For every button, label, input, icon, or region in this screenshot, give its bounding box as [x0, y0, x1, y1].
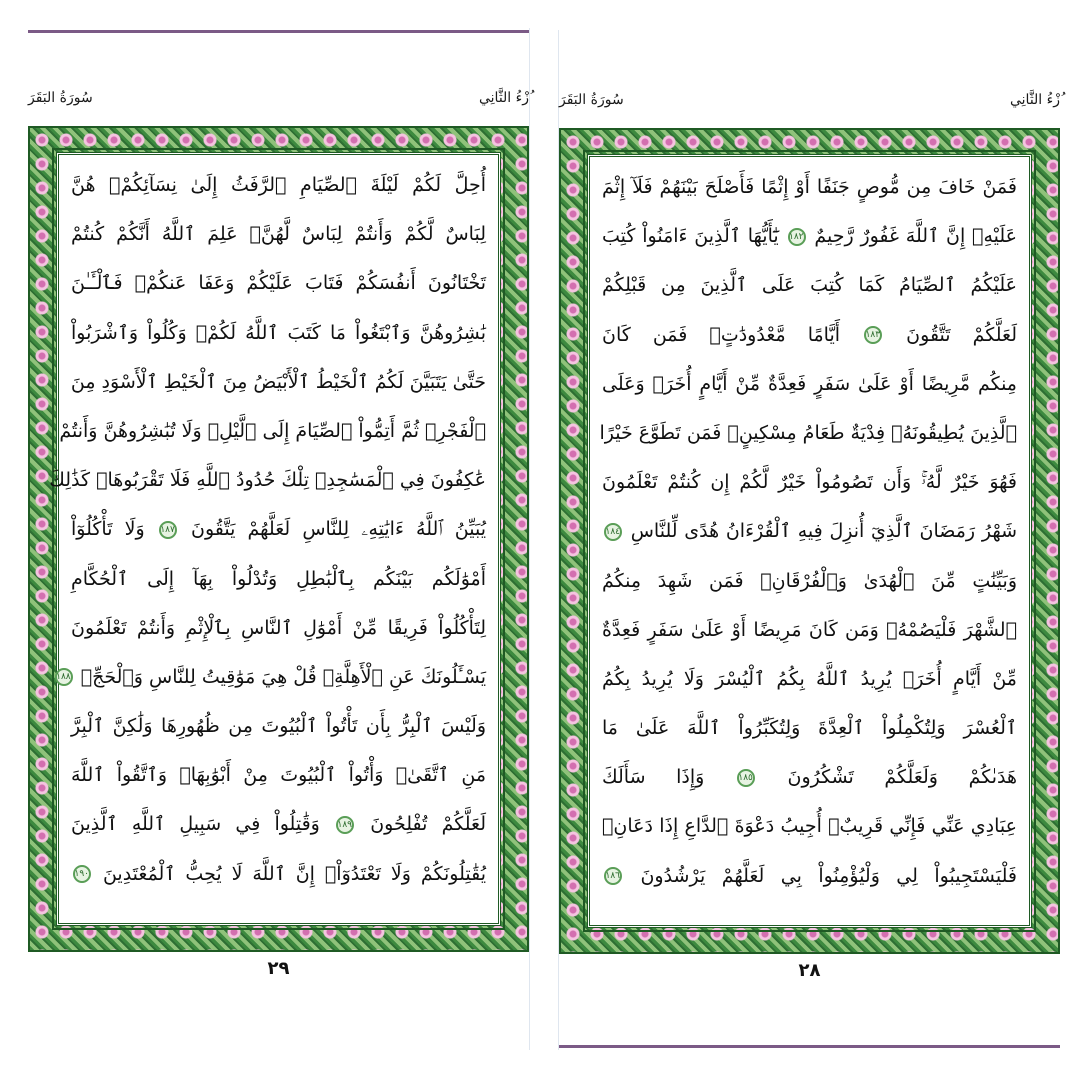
verse-lines — [49, 161, 487, 917]
verse-text: عَلَيْهِۚ إِنَّ ٱللَّهَ غَفُورٌ رَّحِيمٌ — [814, 225, 1018, 248]
ayah-number-marker: ١٨٦ — [604, 867, 622, 885]
verse-line — [71, 210, 486, 259]
verse-text-continuation: وَلَا تَأْكُلُوٓاْ — [71, 518, 145, 541]
verse-text: فَهُوَ خَيْرٌ لَّهُۥۚ وَأَن تَصُومُواْ خَيْرٌ لَّكُمْ إِن كُنتُمْ تَعْلَمُونَ — [602, 471, 1017, 494]
verse-line — [599, 409, 1017, 458]
verse-text: ٱلشَّهْرَ فَلْيَصُمْهُۖ وَمَن كَانَ مَرِيضًا أَوْ عَلَىٰ سَفَرٍ فَعِدَّةٌ — [602, 618, 1017, 641]
verse-text: شَهْرُ رَمَضَانَ ٱلَّذِيٓ أُنزِلَ فِيهِ ٱلْقُرْءَانُ هُدًى لِّلنَّاسِ — [630, 520, 1017, 543]
ayah-number-marker: ١٨٨ — [55, 668, 73, 686]
verse-text: أُحِلَّ لَكُمْ لَيْلَةَ ٱلصِّيَامِ ٱلرَّفَثُ إِلَىٰ نِسَآئِكُمْۚ هُنَّ — [71, 174, 486, 196]
verse-text: مِنكُم مَّرِيضًا أَوْ عَلَىٰ سَفَرٍ فَعِدَّةٌ مِّنْ أَيَّامٍ أُخَرَۚ وَعَلَى — [602, 372, 1017, 395]
verse-text: لَعَلَّكُمْ تَتَّقُونَ — [906, 323, 1018, 346]
verse-line — [602, 311, 1017, 360]
ayah-number-marker: ١٨٧ — [159, 521, 177, 539]
verse-line — [602, 753, 1017, 802]
verse-line — [71, 850, 486, 899]
verse-line — [71, 751, 486, 800]
bottom-divider — [559, 1045, 1060, 1048]
verse-text: يُبَيِّنُ ٱللَّهُ ءَايَٰتِهِۦ لِلنَّاسِ لَعَلَّهُمْ يَتَّقُونَ — [190, 518, 487, 541]
page-number: ٢٩ — [267, 958, 290, 979]
verse-line — [602, 606, 1017, 655]
verse-text: يُقَٰتِلُونَكُمْ وَلَا تَعْتَدُوٓاْۚ إِنَّ ٱللَّهَ لَا يُحِبُّ ٱلْمُعْتَدِينَ — [102, 862, 486, 885]
verse-text-continuation: يَٰٓأَيُّهَا ٱلَّذِينَ ءَامَنُواْ كُتِبَ — [602, 225, 779, 248]
verse-line — [49, 456, 486, 505]
verse-line — [602, 655, 1017, 704]
ayah-number-marker: ١٩٠ — [73, 865, 91, 883]
verse-text-continuation: أَيَّامًا مَّعْدُودَٰتٍۚ فَمَن كَانَ — [602, 323, 841, 346]
ayah-number-marker: ١٨٥ — [737, 769, 755, 787]
mushaf-page-right — [558, 30, 1060, 1050]
verse-text: مِّنْ أَيَّامٍ أُخَرَۗ يُرِيدُ ٱللَّهُ بِكُمُ ٱلْيُسْرَ وَلَا يُرِيدُ بِكُمُ — [602, 667, 1017, 690]
verse-line — [602, 261, 1017, 310]
verse-text: ٱلْفَجْرِۖ ثُمَّ أَتِمُّواْ ٱلصِّيَامَ إِلَى ٱلَّيْلِۚ وَلَا تُبَٰشِرُوهُنَّ وَأَنتُمْ — [59, 419, 486, 442]
verse-text: تَخْتَانُونَ أَنفُسَكُمْ فَتَابَ عَلَيْكُمْ وَعَفَا عَنكُمْۖ فَٱلْـَٔـٰنَ — [71, 272, 486, 295]
ornamental-frame — [559, 128, 1060, 954]
ayah-number-marker: ١٨٢ — [788, 228, 806, 246]
juz-name-header: ُزْءُ الثَّانِي — [478, 90, 529, 106]
verse-text: يَسْـَٔلُونَكَ عَنِ ٱلْأَهِلَّةِۖ قُلْ هِيَ مَوَٰقِيتُ لِلنَّاسِ وَٱلْحَجِّۗ — [80, 665, 486, 688]
verse-line — [602, 557, 1017, 606]
page-number: ٢٨ — [798, 960, 821, 981]
verse-line — [71, 555, 486, 604]
verse-line — [71, 358, 486, 407]
text-panel — [587, 154, 1032, 928]
verse-line — [602, 360, 1017, 409]
verse-text: أَمْوَٰلَكُم بَيْنَكُم بِٱلْبَٰطِلِ وَتُدْلُواْ بِهَآ إِلَى ٱلْحُكَّامِ — [71, 567, 486, 590]
verse-text: حَتَّىٰ يَتَبَيَّنَ لَكُمُ ٱلْخَيْطُ ٱلْأَبْيَضُ مِنَ ٱلْخَيْطِ ٱلْأَسْوَدِ مِنَ — [70, 370, 486, 393]
verse-text: عِبَادِي عَنِّي فَإِنِّي قَرِيبٌۖ أُجِيبُ دَعْوَةَ ٱلدَّاعِ إِذَا دَعَانِۖ — [602, 815, 1017, 838]
verse-line — [602, 458, 1017, 507]
ayah-number-marker: ١٨٤ — [604, 523, 622, 541]
verse-line — [71, 161, 486, 210]
verse-text: وَلَيْسَ ٱلْبِرُّ بِأَن تَأْتُواْ ٱلْبُيُوتَ مِن ظُهُورِهَا وَلَٰكِنَّ ٱلْبِرَّ — [71, 715, 486, 738]
verse-line — [71, 800, 486, 849]
verse-line — [602, 802, 1017, 851]
surah-name-header: سُورَةُ البَقَرَ — [559, 92, 624, 108]
verse-text: هَدَىٰكُمْ وَلَعَلَّكُمْ تَشْكُرُونَ — [787, 766, 1017, 789]
verse-text: لِبَاسٌ لَّكُمْ وَأَنتُمْ لِبَاسٌ لَّهُنَّۗ عَلِمَ ٱللَّهُ أَنَّكُمْ كُنتُمْ — [71, 223, 486, 246]
verse-line — [71, 604, 486, 653]
verse-text: عَٰكِفُونَ فِي ٱلْمَسَٰجِدِۗ تِلْكَ حُدُودُ ٱللَّهِ فَلَا تَقْرَبُوهَاۗ كَذَٰلِكَ — [49, 469, 486, 492]
verse-text: بَٰشِرُوهُنَّ وَٱبْتَغُواْ مَا كَتَبَ ٱللَّهُ لَكُمْۚ وَكُلُواْ وَٱشْرَبُواْ — [71, 321, 486, 344]
verse-line — [602, 704, 1017, 753]
verse-line — [602, 212, 1017, 261]
verse-line — [71, 702, 486, 751]
verse-text-continuation: وَقَٰتِلُواْ فِي سَبِيلِ ٱللَّهِ ٱلَّذِينَ — [71, 813, 320, 836]
verse-line — [71, 505, 486, 554]
top-divider — [28, 30, 529, 33]
verse-text: فَمَنْ خَافَ مِن مُّوصٍ جَنَفًا أَوْ إِثْمًا فَأَصْلَحَ بَيْنَهُمْ فَلَآ إِثْمَ — [602, 176, 1017, 198]
verse-text: فَلْيَسْتَجِيبُواْ لِي وَلْيُؤْمِنُواْ بِي لَعَلَّهُمْ يَرْشُدُونَ — [640, 864, 1017, 887]
juz-name-header: ُزْءُ الثَّانِي — [1009, 92, 1060, 108]
ayah-number-marker: ١٨٣ — [864, 326, 882, 344]
verse-text: مَنِ ٱتَّقَىٰۗ وَأْتُواْ ٱلْبُيُوتَ مِنْ أَبْوَٰبِهَاۚ وَٱتَّقُواْ ٱللَّهَ — [71, 764, 486, 787]
verse-line — [71, 259, 486, 308]
verse-line — [59, 407, 486, 456]
verse-text-continuation: وَإِذَا سَأَلَكَ — [602, 766, 705, 789]
ornamental-frame — [28, 126, 529, 952]
verse-line — [602, 507, 1017, 556]
verse-lines — [599, 163, 1018, 919]
verse-text: لِتَأْكُلُواْ فَرِيقًا مِّنْ أَمْوَٰلِ ٱلنَّاسِ بِٱلْإِثْمِ وَأَنتُمْ تَعْلَمُونَ — [71, 616, 486, 639]
verse-line — [602, 852, 1017, 901]
mushaf-page-left — [28, 28, 530, 1050]
verse-text: ٱلَّذِينَ يُطِيقُونَهُۥ فِدْيَةٌ طَعَامُ مِسْكِينٍۖ فَمَن تَطَوَّعَ خَيْرًا — [599, 421, 1017, 444]
verse-line — [602, 163, 1017, 212]
verse-text: لَعَلَّكُمْ تُفْلِحُونَ — [370, 813, 486, 836]
verse-line — [71, 309, 486, 358]
verse-text: وَبَيِّنَٰتٍ مِّنَ ٱلْهُدَىٰ وَٱلْفُرْقَانِۚ فَمَن شَهِدَ مِنكُمُ — [602, 569, 1017, 592]
verse-line — [56, 653, 486, 702]
verse-text: عَلَيْكُمُ ٱلصِّيَامُ كَمَا كُتِبَ عَلَى ٱلَّذِينَ مِن قَبْلِكُمْ — [602, 274, 1017, 297]
text-panel — [49, 152, 501, 926]
surah-name-header: سُورَةُ البَقَرَ — [28, 90, 93, 106]
verse-text: ٱلْعُسْرَ وَلِتُكْمِلُواْ ٱلْعِدَّةَ وَلِتُكَبِّرُواْ ٱللَّهَ عَلَىٰ مَا — [602, 717, 1017, 740]
ayah-number-marker: ١٨٩ — [336, 816, 354, 834]
